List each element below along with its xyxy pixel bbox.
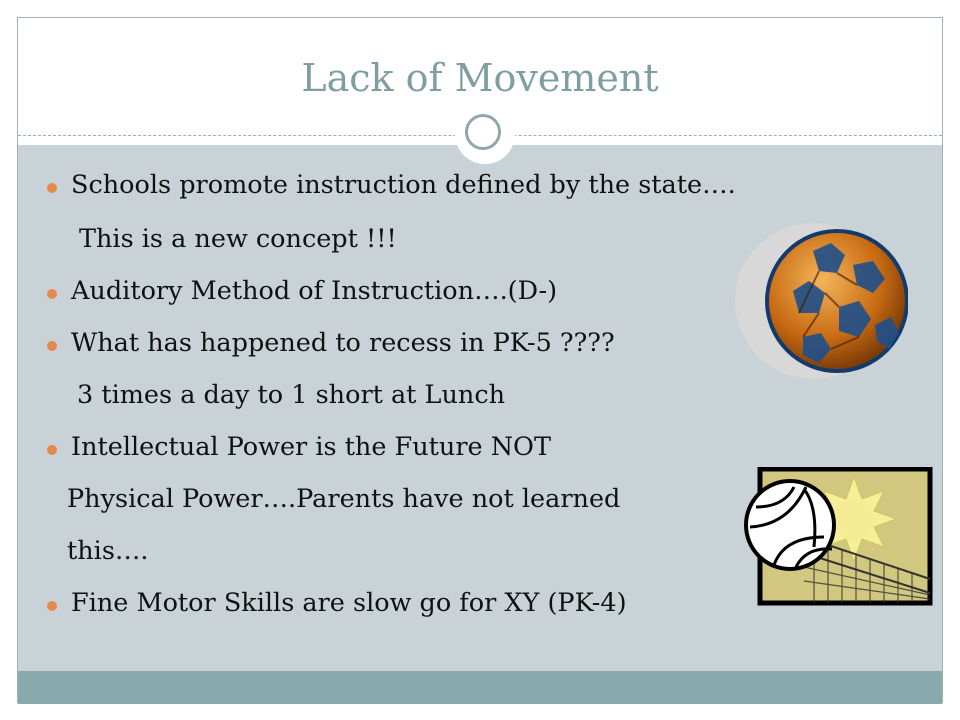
bullet-text: Schools promote instruction defined by the state….	[71, 170, 736, 200]
sub-line: Physical Power….Parents have not learned	[67, 484, 621, 514]
soccer-ball-icon	[733, 221, 908, 381]
slide-title: Lack of Movement	[301, 56, 659, 100]
sub-line: This is a new concept !!!	[79, 224, 397, 254]
sub-line: this….	[67, 536, 149, 566]
bullet-dot	[47, 445, 57, 455]
footer-bar	[18, 671, 942, 704]
sub-line: 3 times a day to 1 short at Lunch	[77, 380, 506, 410]
bullet-text: Intellectual Power is the Future NOT	[71, 432, 551, 462]
bullet-text: Fine Motor Skills are slow go for XY (PK-4)	[71, 588, 627, 618]
bullet-dot	[47, 601, 57, 611]
ring-icon	[465, 114, 501, 150]
volleyball-net-icon	[744, 467, 934, 607]
bullet-dot	[47, 183, 57, 193]
bullet-text: What has happened to recess in PK-5 ????	[71, 328, 615, 358]
bullet-text: Auditory Method of Instruction….(D-)	[71, 276, 558, 306]
bullet-dot	[47, 289, 57, 299]
bullet-dot	[47, 341, 57, 351]
